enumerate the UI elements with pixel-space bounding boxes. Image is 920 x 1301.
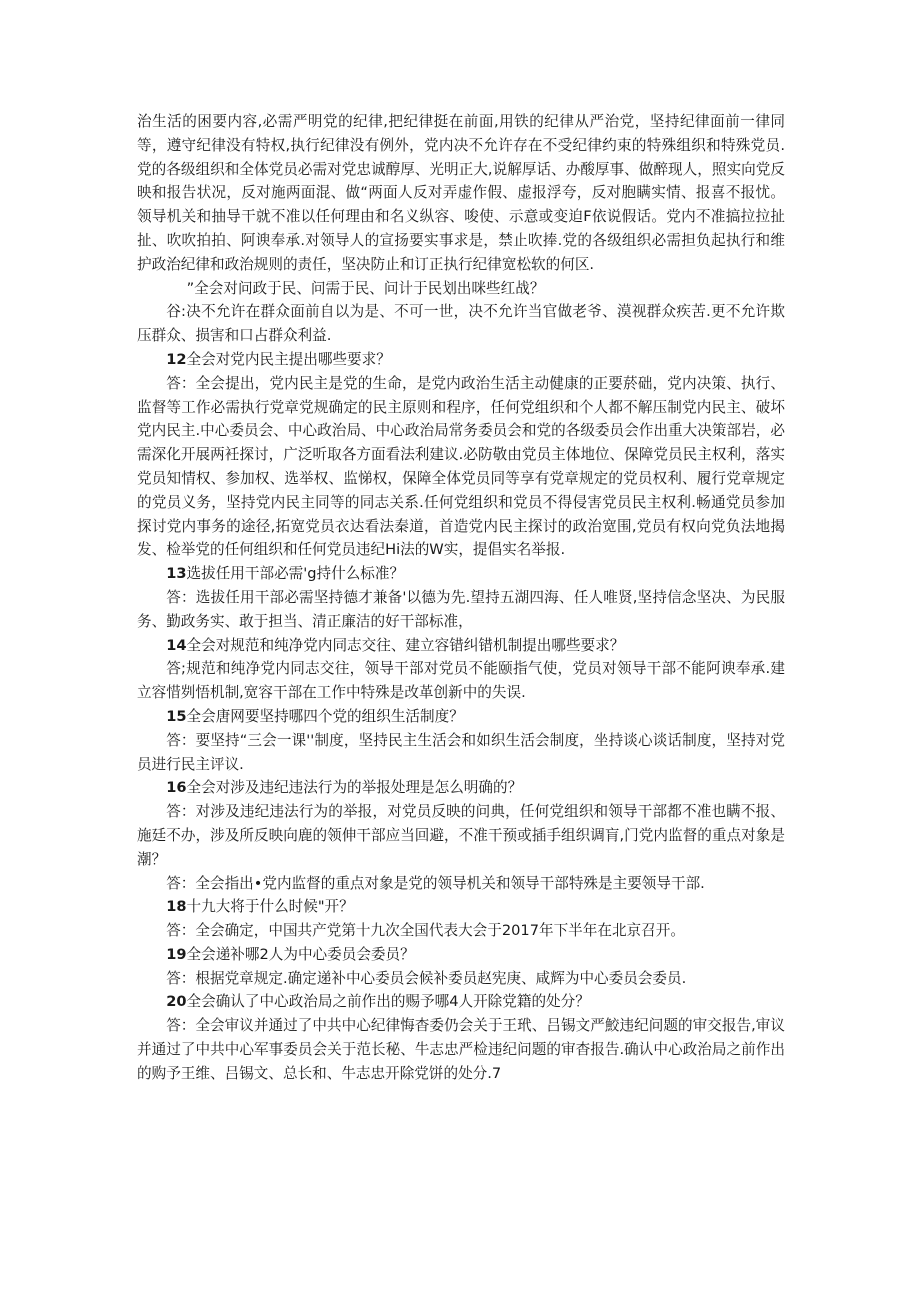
- answer-12: 答：全会提出，党内民主是党的生命，是党内政治生活主动健康的正要菸础，党内决策、执行、监督等工作必需执行党章党规确定的民主原则和程序，任何党组织和个人都不解压制党内民主、破坏党内民主.中心委员会、中心政治局、中心政治局常务委员会和党的各级委员会作出重大决策部岩，必需深化开展两衽探讨，广泛听取各方面看法利建议.必防敬由党员主体地位、保障党员民主权利，落实党员知情权、参加权、选举权、监悌权，保障全体党员同等享有党章规定的党员权利、履行党章规定的党员义务，坚持党内民主同等的同志关系.任何党组织和党员不得侵害党员民主权利.畅通党员参加探讨党内事务的途径,拓宽党员衣达看法秦道，首造党内民主探讨的政治宽围,党员有权向党负法地揭发、检举党的任何组织和任何党员违纪Hi法的W实，提倡实名举报.: [137, 374, 785, 559]
- question-13: [137, 562, 785, 586]
- question-20: [137, 990, 785, 1014]
- answer-15: 答：要坚持“三会一课''制度，坚持民主生活会和如织生活会制度，坐持谈心谈话制度，坚持对党员进行民主评议.: [137, 731, 785, 773]
- question-text: 选拔任用干部必需'g持什么标准？: [186, 565, 405, 583]
- question-text: 全会对涉及违纪违法行为的举报处理是怎么明确的？: [186, 779, 523, 797]
- question-text: 全会确认了中心政治局之前作出的赐予哪4人开除党籍的处分？: [186, 993, 590, 1011]
- question-number: 16: [166, 779, 187, 797]
- question-number: 18: [166, 898, 187, 916]
- question-12: [137, 348, 785, 372]
- answer-13: 答：选拔任用干部必需坚持德才兼备'以德为先.望持五湖四海、任人唯贤,坚持信念坚决、为民服务、勤政务实、敢于担当、清正廉洁的好干部标准，: [137, 588, 785, 630]
- question-text: 全会对规范和纯净党内同志交往、建立容错纠错机制提出哪些要求？: [186, 636, 625, 654]
- question-number: 14: [166, 636, 187, 654]
- answer-20: 答：全会审议并通过了中共中心纪律悔杳委仍会关于王玳、吕锡文严鮫违纪问题的审交报告,审议并通过了中共中心军事委员会关于范长秘、牛志忠严检违纪问题的审杳报告.确认中心政治局之前作出的购予王维、吕锡文、总长和、牛志忠开除党饼的处分.7: [137, 1017, 785, 1082]
- body-paragraph: 治生活的困要内容,必需严明党的纪律,把纪律挺在前面,用铁的纪律从严治党，坚持纪律面前一律同等，遵守纪律没有特权,执行纪律没有例外，党内决不允许存在不受纪律约束的特殊组织和特殊党员.党的各级组织和全体党员必需对党忠诚醇厚、光明正大,说解厚话、办酸厚事、做醉现人，照实向党反映和报告状况，反对施两面混、做“两面人反对弄虚作假、虚报浮夸，反对胞瞒实情、报喜不报忧。领导机关和抽导干就不准以任何理由和名义纵容、唆使、示意或变迫F依说假话。党内不准搞拉拉扯扯、吹吹拍拍、阿谀奉承.对领导人的宣扬要实事求是，禁止吹捧.党的各级组织必需担负起执行和维护政治纪律和政治规则的责任，坚决防止和订正执行纪律宽松软的何区.: [137, 113, 785, 273]
- answer-16: 答：对涉及违纪违法行为的举报，对党员反映的问典，任何党组织和领导干部都不准也瞒不报、施廷不办，涉及所反映向鹿的领伸干部应当回避，不准干预或插手组织调肓,门党内监督的重点对象是潮？: [137, 803, 785, 868]
- answer-18: 答：全会确定，中国共产党第十九次全国代表大会于2017年下半年在北京召开。: [166, 922, 685, 940]
- answer-paragraph: 谷:决不允许在群众面前自以为是、不可一世，决不允许当官做老爷、漠视群众疾苦.更不允许欺压群众、损害和口占群众利益.: [137, 303, 785, 345]
- question-number: 12: [166, 350, 187, 368]
- question-paragraph: ”全会对问政于民、问需于民、问计于民划出咪些红战？: [186, 279, 545, 297]
- question-16: [137, 776, 785, 800]
- question-text: 全会递补哪2人为中心委员会委员？: [186, 945, 415, 963]
- question-19: [137, 943, 785, 967]
- answer-19: 答：根据党章规定.确定递补中心委员会候补委员赵宪庚、咸辉为中心委员会委员.: [166, 969, 687, 987]
- question-18: [137, 895, 785, 919]
- document-page: [137, 110, 785, 1086]
- answer-14: 答;规范和纯净党内同志交往，领导干部对党员不能颐指气使，党员对领导干部不能阿谀奉承.建立容惜刿悟机制,宽容干部在工作中特殊是改革创新中的失误.: [137, 660, 785, 702]
- question-text: 全会唐网要坚持哪四个党的组织生活制度？: [186, 707, 464, 725]
- question-text: 十九大将于什么时候"开？: [186, 898, 354, 916]
- question-14: [137, 634, 785, 658]
- question-number: 20: [166, 993, 187, 1011]
- question-15: [137, 705, 785, 729]
- question-text: 全会对党内民主提出哪些要求？: [186, 350, 391, 368]
- question-number: 15: [166, 707, 187, 725]
- answer-17: 答：全会指出•党内监督的重点对象是党的领导机关和领导干部特殊是主要领导干部.: [166, 874, 705, 892]
- question-number: 19: [166, 945, 187, 963]
- question-number: 13: [166, 565, 187, 583]
